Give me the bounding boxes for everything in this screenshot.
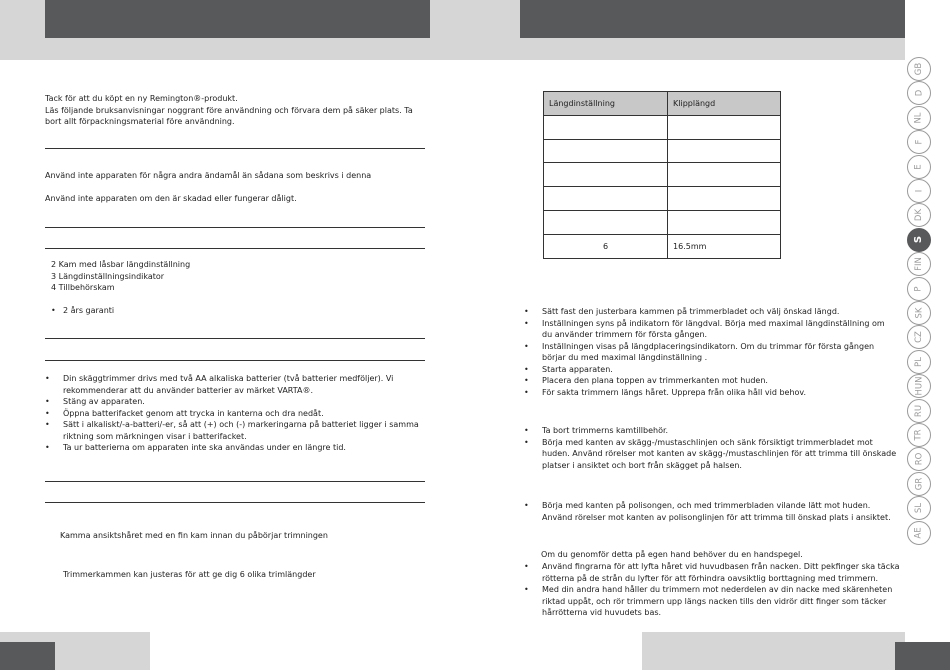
battery-item (45, 419, 430, 442)
list-item-line: Starta apparaten. (542, 364, 613, 374)
bullet: • (524, 376, 529, 385)
beard-item (524, 437, 909, 472)
table-row (544, 210, 781, 234)
table-cell (668, 210, 781, 234)
bullet: • (524, 341, 529, 351)
table-cell (668, 115, 781, 139)
language-tab-label: E (914, 163, 924, 170)
table-row (544, 139, 781, 163)
list-item-line: platser i ansiktet och bort från skägget på halsen. (542, 460, 742, 470)
language-tab-gb[interactable] (907, 57, 931, 81)
list-item-line: Sätt i alkaliskt/-a-batteri/-er, så att (+) och (-) markeringarna på batteriet ligger i samma (63, 420, 419, 429)
list-item-line: rötterna på de strån du lyfter för att förhindra oavsiktlig borttagning med trimmern. (542, 573, 879, 583)
bullet: • (51, 306, 56, 315)
header-bar-right (520, 0, 905, 38)
bullet: • (45, 397, 50, 406)
header-bar-left (45, 0, 430, 38)
language-tab-p[interactable] (907, 277, 931, 301)
warranty-item (51, 305, 411, 317)
section-rule (45, 502, 425, 503)
list-item-line: rekommenderar att du använder batterier av märket VARTA®. (63, 385, 314, 395)
tip-text: Trimmerkammen kan justeras för att ge dig 6 olika trimlängder (63, 570, 316, 579)
list-item-line: Med din andra hand håller du trimmern mot nederdelen av din nacke med skärenheten (542, 585, 893, 594)
language-tab-label: P (913, 286, 924, 292)
list-item-line: Börja med kanten på polisongen, och med trimmerbladen vilande lätt mot huden. (542, 501, 871, 510)
comb-item (524, 341, 909, 364)
language-tab-sl[interactable] (907, 496, 931, 520)
list-item-line: Inställningen syns på indikatorn för längdval. Börja med maximal längdinställning om (542, 318, 885, 328)
table-cell (668, 187, 781, 211)
beard-item (524, 425, 909, 437)
battery-item (45, 396, 430, 408)
language-tab-ru[interactable] (907, 399, 931, 423)
list-item-line: du använder trimmern för första gången. (542, 330, 708, 339)
bullet: • (524, 437, 529, 447)
language-tab-label: CZ (913, 331, 924, 344)
part-item: 2 Kam med låsbar längdinställning (51, 260, 191, 269)
bottom-band-right (642, 632, 905, 670)
neck-item (524, 561, 909, 584)
list-item-line: Öppna batterifacket genom att trycka in kanterna och dra nedåt. (63, 408, 324, 418)
table-cell (544, 187, 668, 211)
table-row (544, 115, 781, 139)
section-rule (45, 481, 425, 482)
language-tab-i[interactable] (907, 179, 931, 203)
language-tab-nl[interactable] (907, 106, 931, 130)
neck-intro: Om du genomför detta på egen hand behöver du en handspegel. (541, 550, 803, 559)
comb-item (524, 306, 909, 318)
part-item: 4 Tillbehörskam (51, 283, 115, 292)
battery-item (45, 408, 430, 420)
warranty-text: 2 års garanti (63, 306, 115, 315)
language-tab-label: RU (913, 404, 924, 417)
section-rule (45, 248, 425, 249)
page-corner-left (0, 642, 55, 670)
language-tab-label: S (913, 236, 925, 244)
bullet: • (524, 387, 529, 397)
language-tab-sk[interactable] (907, 301, 931, 325)
list-item-line: För sakta trimmern längs håret. Upprepa från olika håll vid behov. (542, 387, 807, 397)
bullet: • (524, 318, 529, 328)
table-header-cell: Längdinställning (544, 92, 668, 116)
language-tab-label: HUN (913, 376, 924, 396)
bullet: • (45, 420, 50, 429)
list-item-line: Din skäggtrimmer drivs med två AA alkaliska batterier (två batterier medföljer). Vi (63, 374, 394, 383)
page-corner-right (895, 642, 950, 670)
list-item-line: hårrötterna vid huvudets bas. (542, 608, 662, 617)
list-item-line: riktning som märkningen visar i batterifacket. (63, 431, 247, 441)
list-item-line: huden. Använd rörelser mot kanten av skägg-/mustaschlinjen för att trimma till önskade (542, 449, 897, 458)
language-tab-label: DK (914, 209, 924, 222)
language-tab-fin[interactable] (907, 252, 931, 276)
bullet: • (524, 426, 529, 435)
comb-item (524, 387, 909, 399)
table-cell: 6 (544, 234, 668, 258)
language-tab-pl[interactable] (907, 350, 931, 374)
language-tab-gr[interactable] (907, 472, 931, 496)
table-cell (544, 163, 668, 187)
language-tab-e[interactable] (907, 155, 931, 179)
language-tab-d[interactable] (907, 81, 931, 105)
part-item: 3 Längdinställningsindikator (51, 271, 165, 281)
intro-line: bort allt förpackningsmaterial före användning. (45, 117, 235, 126)
language-tab-label: TR (913, 429, 924, 441)
list-item-line: Inställningen visas på längdplaceringsindikatorn. Om du trimmar för första gången (542, 341, 875, 351)
language-tab-label: NL (913, 112, 924, 124)
table-cell (544, 115, 668, 139)
language-tab-label: SL (913, 503, 924, 514)
language-tab-ae[interactable] (907, 521, 931, 545)
table-cell (544, 210, 668, 234)
language-tab-label: AE (914, 527, 924, 539)
comb-item (524, 364, 909, 376)
comb-item (524, 318, 909, 341)
list-item-line: Ta ur batterierna om apparaten inte ska användas under en längre tid. (63, 443, 346, 452)
list-item-line: Stäng av apparaten. (63, 397, 145, 406)
table-header-row (544, 92, 781, 116)
section-rule (45, 360, 425, 361)
length-table (543, 91, 781, 259)
language-tab-ro[interactable] (907, 447, 931, 471)
comb-item (524, 375, 909, 387)
language-tab-label: FIN (913, 257, 924, 272)
language-tab-label: SK (913, 307, 924, 319)
language-tab-label: D (913, 90, 924, 97)
caution-text: Använd inte apparaten om den är skadad eller fungerar dåligt. (45, 194, 297, 203)
neck-item (524, 584, 909, 619)
bullet: • (524, 364, 529, 374)
bullet: • (524, 307, 529, 316)
bullet: • (524, 501, 529, 510)
language-tab-label: I (913, 189, 924, 193)
table-header-cell: Klipplängd (668, 92, 781, 116)
section-rule (45, 227, 425, 228)
table-row (544, 163, 781, 187)
table-cell (544, 139, 668, 163)
list-item-line: Sätt fast den justerbara kammen på trimmerbladet och välj önskad längd. (542, 307, 840, 316)
table-row (544, 234, 781, 258)
language-tab-hun[interactable] (907, 374, 931, 398)
language-tab-label: GB (913, 62, 924, 76)
sideburn-item (524, 500, 909, 523)
battery-item (45, 442, 430, 454)
list-item-line: riktad uppåt, och rör trimmern upp längs nacken tills den vidrör ditt finger som täcker (542, 596, 887, 606)
list-item-line: Använd rörelser mot kanten av polisonglinjen för att trimma till önskad plats i ansiktet. (542, 512, 891, 522)
list-item-line: Placera den plana toppen av trimmerkanten mot huden. (542, 376, 768, 385)
bullet: • (524, 585, 529, 594)
language-tab-label: F (913, 139, 924, 145)
language-tab-s[interactable] (907, 228, 931, 252)
battery-item (45, 373, 430, 396)
intro-line: Tack för att du köpt en ny Remington®-produkt. (45, 94, 238, 103)
language-tab-tr[interactable] (907, 423, 931, 447)
language-tab-label: RO (913, 453, 924, 466)
list-item-line: Börja med kanten av skägg-/mustaschlinjen och sänk försiktigt trimmerbladet mot (542, 437, 873, 447)
section-rule (45, 338, 425, 339)
bullet: • (45, 374, 50, 383)
list-item-line: Ta bort trimmerns kamtillbehör. (542, 426, 669, 435)
caution-text: Använd inte apparaten för några andra ändamål än sådana som beskrivs i denna (45, 171, 372, 180)
bullet: • (524, 562, 529, 571)
list-item-line: börjar du med maximal längdinställning . (542, 353, 708, 362)
list-item-line: Använd fingrarna för att lyfta håret vid huvudbasen från nacken. Ditt pekfinger ska täcka (542, 562, 900, 571)
table-cell: 16.5mm (668, 234, 781, 258)
language-tab-label: PL (914, 356, 924, 367)
section-rule (45, 148, 425, 149)
bullet: • (45, 408, 50, 418)
table-cell (668, 163, 781, 187)
language-tab-dk[interactable] (907, 203, 931, 227)
table-cell (668, 139, 781, 163)
language-tab-label: GR (914, 477, 924, 491)
bullet: • (45, 443, 50, 452)
language-tab-f[interactable] (907, 130, 931, 154)
table-row (544, 187, 781, 211)
intro-line: Läs följande bruksanvisningar noggrant före användning och förvara dem på säker plats. Ta (45, 105, 413, 115)
language-tabs (907, 55, 931, 630)
tip-text: Kamma ansiktshåret med en fin kam innan du påbörjar trimningen (60, 531, 328, 540)
language-tab-cz[interactable] (907, 325, 931, 349)
